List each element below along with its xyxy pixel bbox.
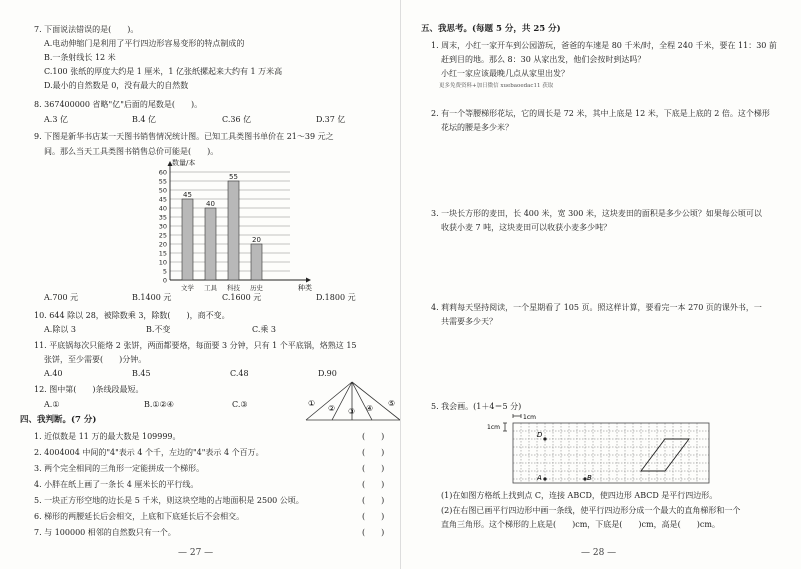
r-q5-sub1: (1)在如图方格纸上找到点 C，连接 ABCD，使四边形 ABCD 是平行四边形。 <box>441 491 718 500</box>
label-b: B <box>587 474 592 482</box>
right-page <box>400 0 801 569</box>
q7-option-c: C.100 张纸的厚度大约是 1 厘米，1 亿张纸摞起来大约有 1 万米高 <box>44 67 283 76</box>
grid-paper <box>487 412 731 488</box>
section-4-title: 四、我判断。(7 分) <box>20 415 97 425</box>
q11-line2: 张饼，至少需要( )分钟。 <box>44 355 147 364</box>
y-tick-label: 0 <box>162 276 167 285</box>
q10-option-a: A.除以 3 <box>44 325 76 334</box>
segment-label-2: ② <box>328 404 336 413</box>
q8-option-a: A.3 亿 <box>44 115 68 124</box>
r-q4-line1: 4. 莉莉每天坚持阅读，一个星期看了 105 页。照这样计算，要看完一本 270 页的课外书，一 <box>431 303 762 312</box>
q9-option-a: A.700 元 <box>44 293 79 302</box>
y-tick-label: 20 <box>158 240 167 249</box>
q10-option-b: B.不变 <box>146 325 171 334</box>
judge-item-3: 3. 两个完全相同的三角形一定能拼成一个梯形。 <box>34 464 205 473</box>
r-q2-line2: 花坛的腰是多少米？ <box>441 123 513 132</box>
left-page <box>0 0 400 569</box>
q7-option-d: D.最小的自然数是 0，没有最大的自然数 <box>44 81 189 90</box>
segment-label-5: ⑤ <box>388 399 396 408</box>
bar-value-label: 55 <box>229 173 238 181</box>
q9-line1: 9. 下图是新华书店某一天图书销售情况统计图。已知工具类图书单价在 21～39 元之 <box>34 132 334 141</box>
y-tick-label: 35 <box>158 213 167 222</box>
section-5-title: 五、我思考。(每题 5 分，共 25 分) <box>421 24 561 34</box>
r-q3-line2: 收获小麦 7 吨，这块麦田可以收获小麦多少吨？ <box>441 223 612 232</box>
judge-item-1: 1. 近似数是 11 万的最大数是 109999。 <box>34 432 181 441</box>
y-tick-label: 55 <box>158 177 167 186</box>
judge-answer-4[interactable]: ( ) <box>362 480 385 489</box>
segment-label-1: ① <box>308 399 316 408</box>
page-number-right: — 28 — <box>581 548 617 558</box>
category-label: 历史 <box>250 284 263 292</box>
category-label: 工具 <box>204 284 217 292</box>
point-a <box>543 477 546 480</box>
judge-item-2: 2. 4004004 中间的"4"表示 4 个千，左边的"4"表示 4 个百万。 <box>34 448 264 457</box>
y-tick-label: 60 <box>158 168 167 177</box>
q12-option-a: A.① <box>44 400 60 409</box>
segment-label-4: ④ <box>366 404 374 413</box>
bar <box>205 208 216 280</box>
label-d: D <box>537 431 543 439</box>
q8-option-b: B.4 亿 <box>132 115 157 124</box>
y-tick-label: 15 <box>158 249 167 258</box>
category-label: 文学 <box>181 284 194 292</box>
bar <box>228 181 239 280</box>
r-q5-sub2b: 直角三角形。这个梯形的上底是( )cm，下底是( )cm，高是( )cm。 <box>441 520 720 529</box>
point-d <box>543 437 546 440</box>
bar-chart <box>140 157 320 292</box>
y-tick-label: 10 <box>158 258 167 267</box>
unit-label-left: 1cm <box>487 424 500 431</box>
q7-option-b: B.一条射线长 12 米 <box>44 53 116 62</box>
r-q1-line3: 小红一家应该最晚几点从家里出发？ <box>441 69 569 78</box>
judge-answer-1[interactable]: ( ) <box>362 432 385 441</box>
judge-answer-6[interactable]: ( ) <box>362 512 385 521</box>
q7-stem: 7. 下面说法错误的是( )。 <box>34 25 139 34</box>
q9-option-b: B.1400 元 <box>132 293 172 302</box>
q12-option-b: B.①②④ <box>144 400 174 409</box>
bar <box>251 244 262 280</box>
r-q2-line1: 2. 有一个等腰梯形花坛，它的周长是 72 米，其中上底是 12 米，下底是上底的 2 倍。这个梯形 <box>431 109 770 118</box>
q10-option-c: C.乘 3 <box>252 325 277 334</box>
segment-label-3: ③ <box>348 407 356 416</box>
judge-answer-3[interactable]: ( ) <box>362 464 385 473</box>
q9-option-d: D.1800 元 <box>316 293 356 302</box>
q9-line2: 间。那么当天工具类图书销售总价可能是( )。 <box>44 147 219 156</box>
judge-item-6: 6. 梯形的两腰延长后会相交，上底和下底延长后不会相交。 <box>34 512 245 521</box>
x-axis-arrow <box>306 278 311 283</box>
promo-note: 更多免费资料+加日微信 xuebaoedac11 获取 <box>439 83 554 89</box>
q12-option-c: C.③ <box>232 400 248 409</box>
judge-answer-2[interactable]: ( ) <box>362 448 385 457</box>
category-label: 科技 <box>227 284 240 292</box>
r-q1-line1: 1. 周末，小红一家开车到公园游玩，爸爸的车速是 80 千米/时，全程 240 千米，要在 11：30 前 <box>431 41 777 50</box>
r-q1-line2: 赶到目的地。那么 8：30 从家出发，他们会按时到达吗？ <box>441 55 646 64</box>
q10-stem: 10. 644 除以 28，被除数乘 3，除数( )，商不变。 <box>34 311 230 320</box>
y-tick-label: 40 <box>158 204 167 213</box>
r-q3-line1: 3. 一块长方形的麦田，长 400 米，宽 300 米，这块麦田的面积是多少公顷？如果每公顷可以 <box>431 209 762 218</box>
judge-answer-7[interactable]: ( ) <box>362 528 385 537</box>
judge-item-5: 5. 一块正方形空地的边长是 5 千米，则这块空地的占地面积是 2500 公顷。 <box>34 496 304 505</box>
y-tick-label: 50 <box>158 186 167 195</box>
y-tick-label: 25 <box>158 231 167 240</box>
unit-label-top: 1cm <box>523 414 536 421</box>
y-axis-title: 数量/本 <box>172 159 196 167</box>
q11-option-b: B.45 <box>132 369 151 378</box>
q11-option-a: A.40 <box>44 369 63 378</box>
q8-stem: 8. 367400000 省略"亿"后面的尾数是( )。 <box>34 100 203 109</box>
q7-option-a: A.电动伸缩门是利用了平行四边形容易变形的特点制成的 <box>44 39 245 48</box>
bar-value-label: 45 <box>183 191 192 199</box>
y-tick-label: 45 <box>158 195 167 204</box>
q11-line1: 11. 平底锅每次只能烙 2 张饼，两面都要烙，每面要 3 分钟，只有 1 个平底锅，烙熟这 15 <box>34 341 357 350</box>
q9-option-c: C.1600 元 <box>222 293 262 302</box>
r-q4-line2: 共需要多少天？ <box>441 317 497 326</box>
y-tick-label: 5 <box>162 267 167 276</box>
bar-value-label: 20 <box>252 236 261 244</box>
judge-answer-5[interactable]: ( ) <box>362 496 385 505</box>
judge-item-4: 4. 小胖在纸上画了一条长 4 厘米长的平行线。 <box>34 480 199 489</box>
x-axis-title: 种类 <box>298 284 312 292</box>
page-number-left: — 27 — <box>178 548 214 558</box>
q8-option-d: D.37 亿 <box>316 115 346 124</box>
label-a: A <box>537 474 542 482</box>
q11-option-d: D.90 <box>318 369 337 378</box>
r-q5-sub2a: (2)在右图已画平行四边形中画一条线，使平行四边形分成一个最大的直角梯形和一个 <box>441 506 741 515</box>
line-segments-figure <box>298 378 408 426</box>
q8-option-c: C.36 亿 <box>222 115 252 124</box>
bar <box>182 199 193 280</box>
judge-item-7: 7. 与 100000 相邻的自然数只有一个。 <box>34 528 176 537</box>
bar-value-label: 40 <box>206 200 215 208</box>
y-tick-label: 30 <box>158 222 167 231</box>
r-q5-title: 5. 我会画。(1＋4＝5 分) <box>431 402 522 411</box>
q11-option-c: C.48 <box>230 369 249 378</box>
q12-stem: 12. 图中第( )条线段最短。 <box>34 385 144 394</box>
